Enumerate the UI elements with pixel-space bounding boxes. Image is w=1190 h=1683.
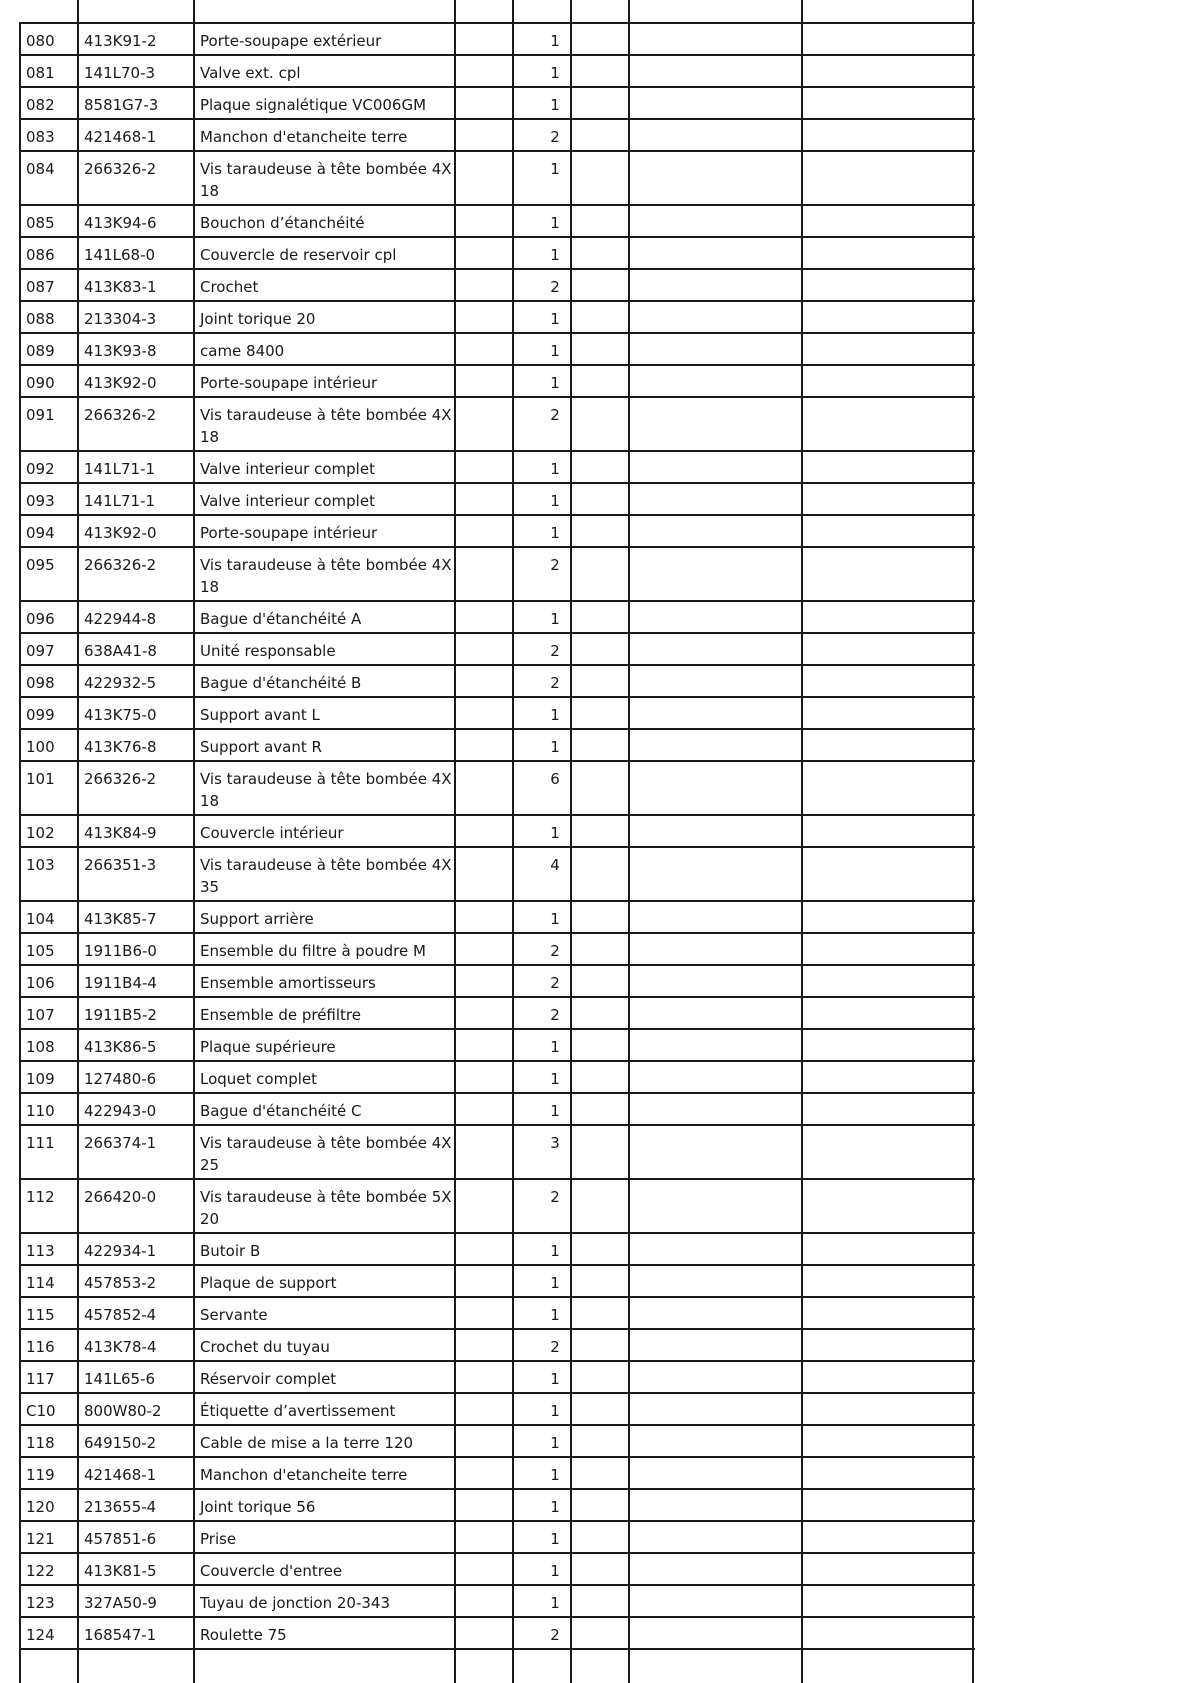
table-row	[20, 1060, 975, 1092]
item-number: 107	[26, 1006, 55, 1024]
quantity: 1	[550, 1402, 560, 1420]
item-number: 096	[26, 610, 55, 628]
table-row	[20, 546, 975, 600]
part-reference: 638A41-8	[84, 642, 157, 660]
part-reference: 413K84-9	[84, 824, 157, 842]
item-number: 085	[26, 214, 55, 232]
part-description: Plaque supérieure	[200, 1038, 336, 1056]
item-number: 110	[26, 1102, 55, 1120]
quantity: 1	[550, 610, 560, 628]
quantity: 1	[550, 824, 560, 842]
tick-line	[801, 0, 803, 22]
table-row	[20, 86, 975, 118]
part-description: Servante	[200, 1306, 268, 1324]
part-reference: 422943-0	[84, 1102, 157, 1120]
part-reference: 413K92-0	[84, 524, 157, 542]
table-row	[20, 514, 975, 546]
quantity: 1	[550, 524, 560, 542]
part-reference: 413K93-8	[84, 342, 157, 360]
part-description: Porte-soupape intérieur	[200, 524, 378, 542]
item-number: 095	[26, 556, 55, 574]
part-description: Porte-soupape intérieur	[200, 374, 378, 392]
part-reference: 213655-4	[84, 1498, 157, 1516]
quantity: 1	[550, 910, 560, 928]
part-description: Réservoir complet	[200, 1370, 337, 1388]
item-number: 122	[26, 1562, 55, 1580]
part-reference: 800W80-2	[84, 1402, 162, 1420]
quantity: 1	[550, 1370, 560, 1388]
quantity: 2	[550, 406, 560, 424]
quantity: 1	[550, 64, 560, 82]
table-row	[20, 1264, 975, 1296]
quantity: 1	[550, 1562, 560, 1580]
part-reference: 457851-6	[84, 1530, 157, 1548]
part-description: Bouchon d’étanchéité	[200, 214, 365, 232]
quantity: 2	[550, 974, 560, 992]
quantity: 1	[550, 1102, 560, 1120]
item-number: 114	[26, 1274, 55, 1292]
item-number: 104	[26, 910, 55, 928]
part-reference: 413K78-4	[84, 1338, 157, 1356]
table-row	[20, 1092, 975, 1124]
item-number: 083	[26, 128, 55, 146]
part-reference: 168547-1	[84, 1626, 157, 1644]
item-number: 124	[26, 1626, 55, 1644]
table-row	[20, 1360, 975, 1392]
part-description: Crochet	[200, 278, 259, 296]
part-description: Ensemble du filtre à poudre M	[200, 942, 426, 960]
item-number: 116	[26, 1338, 55, 1356]
table-row	[20, 1028, 975, 1060]
part-reference: 266351-3	[84, 856, 157, 874]
item-number: 100	[26, 738, 55, 756]
tick-line	[77, 0, 79, 22]
quantity: 2	[550, 1006, 560, 1024]
part-description: Support arrière	[200, 910, 314, 928]
table-row	[20, 760, 975, 814]
table-row	[20, 204, 975, 236]
part-description: Plaque de support	[200, 1274, 337, 1292]
tick-line	[454, 0, 456, 22]
item-number: 084	[26, 160, 55, 178]
part-reference: 413K91-2	[84, 32, 157, 50]
table-row	[20, 964, 975, 996]
part-description: Couvercle d'entree	[200, 1562, 343, 1580]
item-number: 106	[26, 974, 55, 992]
part-reference: 422934-1	[84, 1242, 157, 1260]
part-description: Ensemble amortisseurs	[200, 974, 376, 992]
item-number: 088	[26, 310, 55, 328]
table-row	[20, 900, 975, 932]
table-row	[20, 1584, 975, 1616]
quantity: 2	[550, 942, 560, 960]
item-number: 090	[26, 374, 55, 392]
part-reference: 413K86-5	[84, 1038, 157, 1056]
part-reference: 141L68-0	[84, 246, 156, 264]
quantity: 1	[550, 1038, 560, 1056]
item-number: 102	[26, 824, 55, 842]
part-reference: 413K94-6	[84, 214, 157, 232]
table-row	[20, 814, 975, 846]
item-number: 097	[26, 642, 55, 660]
item-number: 094	[26, 524, 55, 542]
part-reference: 457852-4	[84, 1306, 157, 1324]
part-description: Vis taraudeuse à tête bombée 4X 18	[200, 160, 452, 200]
table-row	[20, 396, 975, 450]
part-description: Valve ext. cpl	[200, 64, 301, 82]
table-row	[20, 22, 975, 54]
table-row	[20, 1392, 975, 1424]
part-description: Support avant R	[200, 738, 322, 756]
quantity: 1	[550, 342, 560, 360]
part-reference: 1911B4-4	[84, 974, 157, 992]
item-number: 115	[26, 1306, 55, 1324]
part-reference: 266326-2	[84, 556, 157, 574]
part-reference: 1911B5-2	[84, 1006, 157, 1024]
table-row	[20, 1178, 975, 1232]
quantity: 1	[550, 374, 560, 392]
item-number: 109	[26, 1070, 55, 1088]
quantity: 1	[550, 310, 560, 328]
table-row	[20, 450, 975, 482]
table-row	[20, 1648, 975, 1680]
part-description: Roulette 75	[200, 1626, 287, 1644]
quantity: 2	[550, 1626, 560, 1644]
part-description: Loquet complet	[200, 1070, 318, 1088]
item-number: 112	[26, 1188, 55, 1206]
table-row	[20, 1456, 975, 1488]
part-reference: 413K81-5	[84, 1562, 157, 1580]
tick-line	[512, 0, 514, 22]
quantity: 2	[550, 674, 560, 692]
part-reference: 266326-2	[84, 160, 157, 178]
item-number: 099	[26, 706, 55, 724]
table-row	[20, 1296, 975, 1328]
part-reference: 141L65-6	[84, 1370, 156, 1388]
part-description: Ensemble de préfiltre	[200, 1006, 361, 1024]
table-row	[20, 364, 975, 396]
item-number: 119	[26, 1466, 55, 1484]
item-number: 118	[26, 1434, 55, 1452]
quantity: 2	[550, 642, 560, 660]
quantity: 2	[550, 128, 560, 146]
part-description: Couvercle intérieur	[200, 824, 344, 842]
table-row	[20, 728, 975, 760]
quantity: 1	[550, 492, 560, 510]
item-number: 081	[26, 64, 55, 82]
part-description: Couvercle de reservoir cpl	[200, 246, 397, 264]
part-description: Vis taraudeuse à tête bombée 4X 18	[200, 556, 452, 596]
part-description: Joint torique 56	[200, 1498, 316, 1516]
item-number: 080	[26, 32, 55, 50]
table-row	[20, 1124, 975, 1178]
part-description: Manchon d'etancheite terre	[200, 1466, 408, 1484]
table-row	[20, 696, 975, 728]
tick-line	[193, 0, 195, 22]
item-number: 091	[26, 406, 55, 424]
table-row	[20, 1232, 975, 1264]
part-description: Valve interieur complet	[200, 460, 375, 478]
quantity: 1	[550, 1466, 560, 1484]
table-row	[20, 150, 975, 204]
table-row	[20, 664, 975, 696]
part-reference: 413K75-0	[84, 706, 157, 724]
part-description: Vis taraudeuse à tête bombée 4X 18	[200, 406, 452, 446]
quantity: 2	[550, 1188, 560, 1206]
table-row	[20, 1424, 975, 1456]
part-description: Butoir B	[200, 1242, 261, 1260]
part-reference: 422944-8	[84, 610, 157, 628]
part-reference: 141L71-1	[84, 492, 156, 510]
part-description: Bague d'étanchéité A	[200, 610, 362, 628]
item-number: 123	[26, 1594, 55, 1612]
quantity: 6	[550, 770, 560, 788]
table-row	[20, 54, 975, 86]
item-number: 098	[26, 674, 55, 692]
quantity: 2	[550, 1338, 560, 1356]
part-reference: 1911B6-0	[84, 942, 157, 960]
quantity: 1	[550, 1530, 560, 1548]
part-description: Crochet du tuyau	[200, 1338, 330, 1356]
part-reference: 649150-2	[84, 1434, 157, 1452]
tick-line	[628, 0, 630, 22]
part-description: Unité responsable	[200, 642, 336, 660]
part-reference: 457853-2	[84, 1274, 157, 1292]
table-row	[20, 1328, 975, 1360]
quantity: 1	[550, 32, 560, 50]
part-reference: 413K76-8	[84, 738, 157, 756]
part-reference: 8581G7-3	[84, 96, 159, 114]
table-row	[20, 1520, 975, 1552]
part-reference: 421468-1	[84, 1466, 157, 1484]
table-row	[20, 1488, 975, 1520]
part-description: came 8400	[200, 342, 285, 360]
part-description: Vis taraudeuse à tête bombée 5X 20	[200, 1188, 452, 1228]
part-reference: 421468-1	[84, 128, 157, 146]
table-row	[20, 118, 975, 150]
table-row	[20, 846, 975, 900]
item-number: 103	[26, 856, 55, 874]
item-number: 113	[26, 1242, 55, 1260]
quantity: 1	[550, 738, 560, 756]
quantity: 1	[550, 1306, 560, 1324]
part-reference: 413K92-0	[84, 374, 157, 392]
table-row	[20, 600, 975, 632]
quantity: 1	[550, 706, 560, 724]
part-description: Cable de mise a la terre 120	[200, 1434, 414, 1452]
table-row	[20, 1616, 975, 1648]
part-reference: 127480-6	[84, 1070, 157, 1088]
table-row	[20, 1552, 975, 1584]
item-number: 120	[26, 1498, 55, 1516]
part-description: Prise	[200, 1530, 237, 1548]
quantity: 3	[550, 1134, 560, 1152]
part-description: Joint torique 20	[200, 310, 316, 328]
table-row	[20, 482, 975, 514]
item-number: 105	[26, 942, 55, 960]
item-number: 089	[26, 342, 55, 360]
quantity: 1	[550, 1434, 560, 1452]
quantity: 1	[550, 1070, 560, 1088]
quantity: 1	[550, 460, 560, 478]
item-number: 093	[26, 492, 55, 510]
item-number: 121	[26, 1530, 55, 1548]
quantity: 1	[550, 1242, 560, 1260]
item-number: 117	[26, 1370, 55, 1388]
quantity: 1	[550, 1498, 560, 1516]
part-description: Vis taraudeuse à tête bombée 4X 35	[200, 856, 452, 896]
quantity: 1	[550, 1274, 560, 1292]
part-reference: 266374-1	[84, 1134, 157, 1152]
item-number: 087	[26, 278, 55, 296]
part-reference: 266420-0	[84, 1188, 157, 1206]
quantity: 2	[550, 278, 560, 296]
part-reference: 422932-5	[84, 674, 157, 692]
quantity: 1	[550, 214, 560, 232]
quantity: 1	[550, 96, 560, 114]
part-reference: 266326-2	[84, 406, 157, 424]
item-number: 082	[26, 96, 55, 114]
item-number: 092	[26, 460, 55, 478]
table-row	[20, 236, 975, 268]
part-description: Plaque signalétique VC006GM	[200, 96, 427, 114]
table-row	[20, 996, 975, 1028]
item-number: 101	[26, 770, 55, 788]
part-description: Porte-soupape extérieur	[200, 32, 382, 50]
part-reference: 213304-3	[84, 310, 157, 328]
part-description: Étiquette d’avertissement	[200, 1402, 396, 1420]
part-reference: 413K85-7	[84, 910, 157, 928]
part-reference: 141L70-3	[84, 64, 156, 82]
table-row	[20, 632, 975, 664]
table-row	[20, 300, 975, 332]
part-reference: 327A50-9	[84, 1594, 157, 1612]
part-reference: 141L71-1	[84, 460, 156, 478]
quantity: 1	[550, 160, 560, 178]
part-description: Vis taraudeuse à tête bombée 4X 18	[200, 770, 452, 810]
item-number: 108	[26, 1038, 55, 1056]
part-description: Bague d'étanchéité C	[200, 1102, 362, 1120]
table-row	[20, 932, 975, 964]
table-row	[20, 268, 975, 300]
item-number: 086	[26, 246, 55, 264]
item-number: 111	[26, 1134, 55, 1152]
parts-table	[20, 0, 975, 1683]
table-row	[20, 332, 975, 364]
item-number: C10	[26, 1402, 56, 1420]
quantity: 2	[550, 556, 560, 574]
part-description: Bague d'étanchéité B	[200, 674, 362, 692]
part-reference: 266326-2	[84, 770, 157, 788]
quantity: 1	[550, 1594, 560, 1612]
tick-line	[570, 0, 572, 22]
part-description: Valve interieur complet	[200, 492, 375, 510]
quantity: 1	[550, 246, 560, 264]
quantity: 4	[550, 856, 560, 874]
tick-line	[972, 0, 974, 22]
part-description: Tuyau de jonction 20-343	[200, 1594, 390, 1612]
part-reference: 413K83-1	[84, 278, 157, 296]
part-description: Manchon d'etancheite terre	[200, 128, 408, 146]
part-description: Support avant L	[200, 706, 320, 724]
part-description: Vis taraudeuse à tête bombée 4X 25	[200, 1134, 452, 1174]
